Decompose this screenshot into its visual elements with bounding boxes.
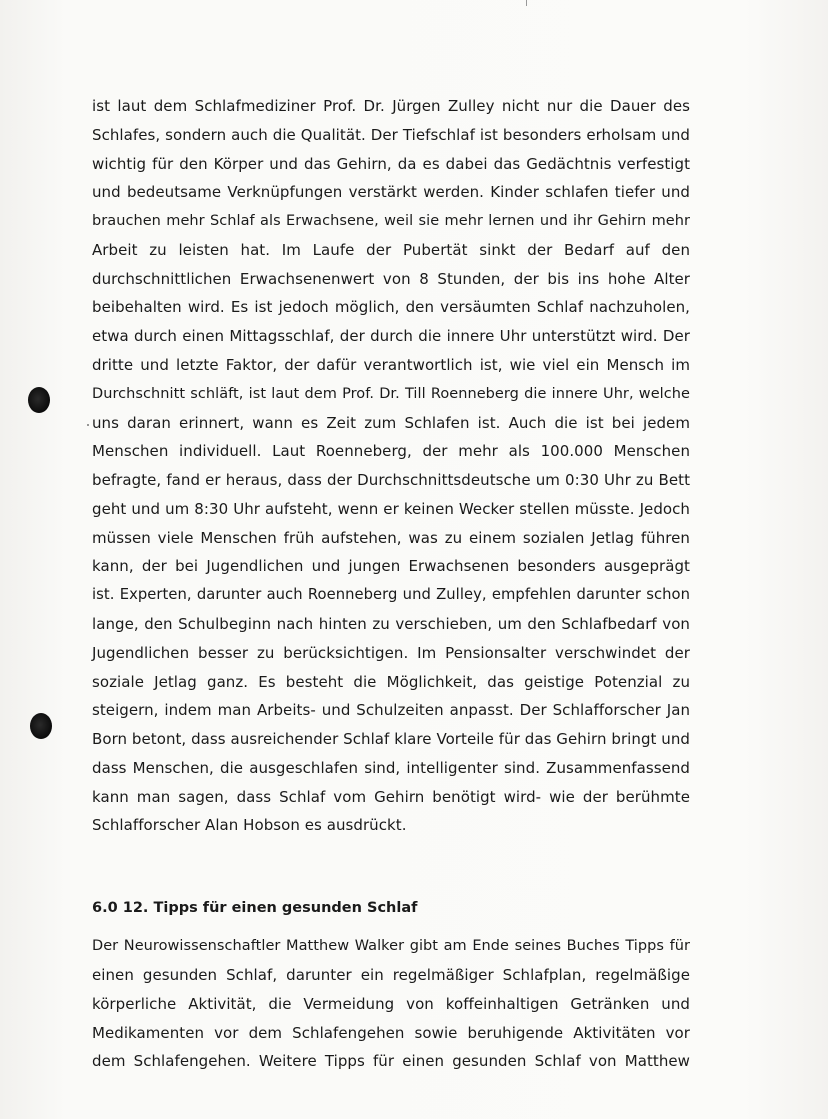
paragraph-2-line: einen gesunden Schlaf, darunter ein regelmäßiger Schlafplan, regelmäßige [92, 966, 690, 984]
scan-speck [87, 424, 89, 426]
paragraph-1-line: ist laut dem Schlafmediziner Prof. Dr. Jürgen Zulley nicht nur die Dauer des [92, 97, 690, 115]
paragraph-1-line: Arbeit zu leisten hat. Im Laufe der Pubertät sinkt der Bedarf auf den [92, 241, 690, 259]
paragraph-1-line: dass Menschen, die ausgeschlafen sind, intelligenter sind. Zusammenfassend [92, 759, 690, 777]
paragraph-1-line: etwa durch einen Mittagsschlaf, der durch die innere Uhr unterstützt wird. Der [92, 327, 690, 345]
paragraph-1-line: beibehalten wird. Es ist jedoch möglich, den versäumten Schlaf nachzuholen, [92, 298, 690, 316]
paragraph-2-line: Der Neurowissenschaftler Matthew Walker gibt am Ende seines Buches Tipps für [92, 938, 690, 954]
paragraph-1-line: soziale Jetlag ganz. Es besteht die Möglichkeit, das geistige Potenzial zu [92, 673, 690, 691]
paragraph-1-line: durchschnittlichen Erwachsenenwert von 8 Stunden, der bis ins hohe Alter [92, 270, 690, 288]
paragraph-1-line: dritte und letzte Faktor, der dafür verantwortlich ist, wie viel ein Mensch im [92, 356, 690, 374]
scan-mark [526, 0, 527, 6]
section-heading: 6.0 12. Tipps für einen gesunden Schlaf [92, 900, 418, 916]
paragraph-1-line: befragte, fand er heraus, dass der Durchschnittsdeutsche um 0:30 Uhr zu Bett [92, 471, 690, 489]
paragraph-1-line: kann, der bei Jugendlichen und jungen Erwachsenen besonders ausgeprägt [92, 557, 690, 575]
paragraph-1-line: Jugendlichen besser zu berücksichtigen. Im Pensionsalter verschwindet der [92, 644, 690, 662]
paragraph-2-line: dem Schlafengehen. Weitere Tipps für einen gesunden Schlaf von Matthew [92, 1052, 690, 1070]
paragraph-1-line: brauchen mehr Schlaf als Erwachsene, weil sie mehr lernen und ihr Gehirn mehr [92, 213, 690, 229]
paragraph-1-line: kann man sagen, dass Schlaf vom Gehirn benötigt wird- wie der berühmte [92, 788, 690, 806]
punch-hole-lower [30, 713, 52, 739]
paragraph-1-line: wichtig für den Körper und das Gehirn, da es dabei das Gedächtnis verfestigt [92, 155, 690, 173]
paragraph-1-line: Durchschnitt schläft, ist laut dem Prof. Dr. Till Roenneberg die innere Uhr, welche [92, 386, 690, 402]
paragraph-1-line: lange, den Schulbeginn nach hinten zu verschieben, um den Schlafbedarf von [92, 615, 690, 633]
paragraph-2-line: Medikamenten vor dem Schlafengehen sowie beruhigende Aktivitäten vor [92, 1024, 690, 1042]
punch-hole-upper [28, 387, 50, 413]
paragraph-1-line: und bedeutsame Verknüpfungen verstärkt werden. Kinder schlafen tiefer und [92, 183, 690, 201]
paragraph-1-line: Schlafforscher Alan Hobson es ausdrückt. [92, 816, 407, 834]
paragraph-1-line: Schlafes, sondern auch die Qualität. Der Tiefschlaf ist besonders erholsam und [92, 126, 690, 144]
paragraph-2-line: körperliche Aktivität, die Vermeidung von koffeinhaltigen Getränken und [92, 995, 690, 1013]
paragraph-1-line: ist. Experten, darunter auch Roenneberg und Zulley, empfehlen darunter schon [92, 586, 690, 603]
paragraph-1-line: müssen viele Menschen früh aufstehen, was zu einem sozialen Jetlag führen [92, 529, 690, 547]
paragraph-1-line: geht und um 8:30 Uhr aufsteht, wenn er keinen Wecker stellen müsste. Jedoch [92, 500, 690, 518]
paragraph-1-line: steigern, indem man Arbeits- und Schulzeiten anpasst. Der Schlafforscher Jan [92, 701, 690, 719]
paragraph-1-line: Born betont, dass ausreichender Schlaf klare Vorteile für das Gehirn bringt und [92, 730, 690, 748]
paragraph-1-line: uns daran erinnert, wann es Zeit zum Schlafen ist. Auch die ist bei jedem [92, 414, 690, 432]
paragraph-1-line: Menschen individuell. Laut Roenneberg, der mehr als 100.000 Menschen [92, 442, 690, 460]
